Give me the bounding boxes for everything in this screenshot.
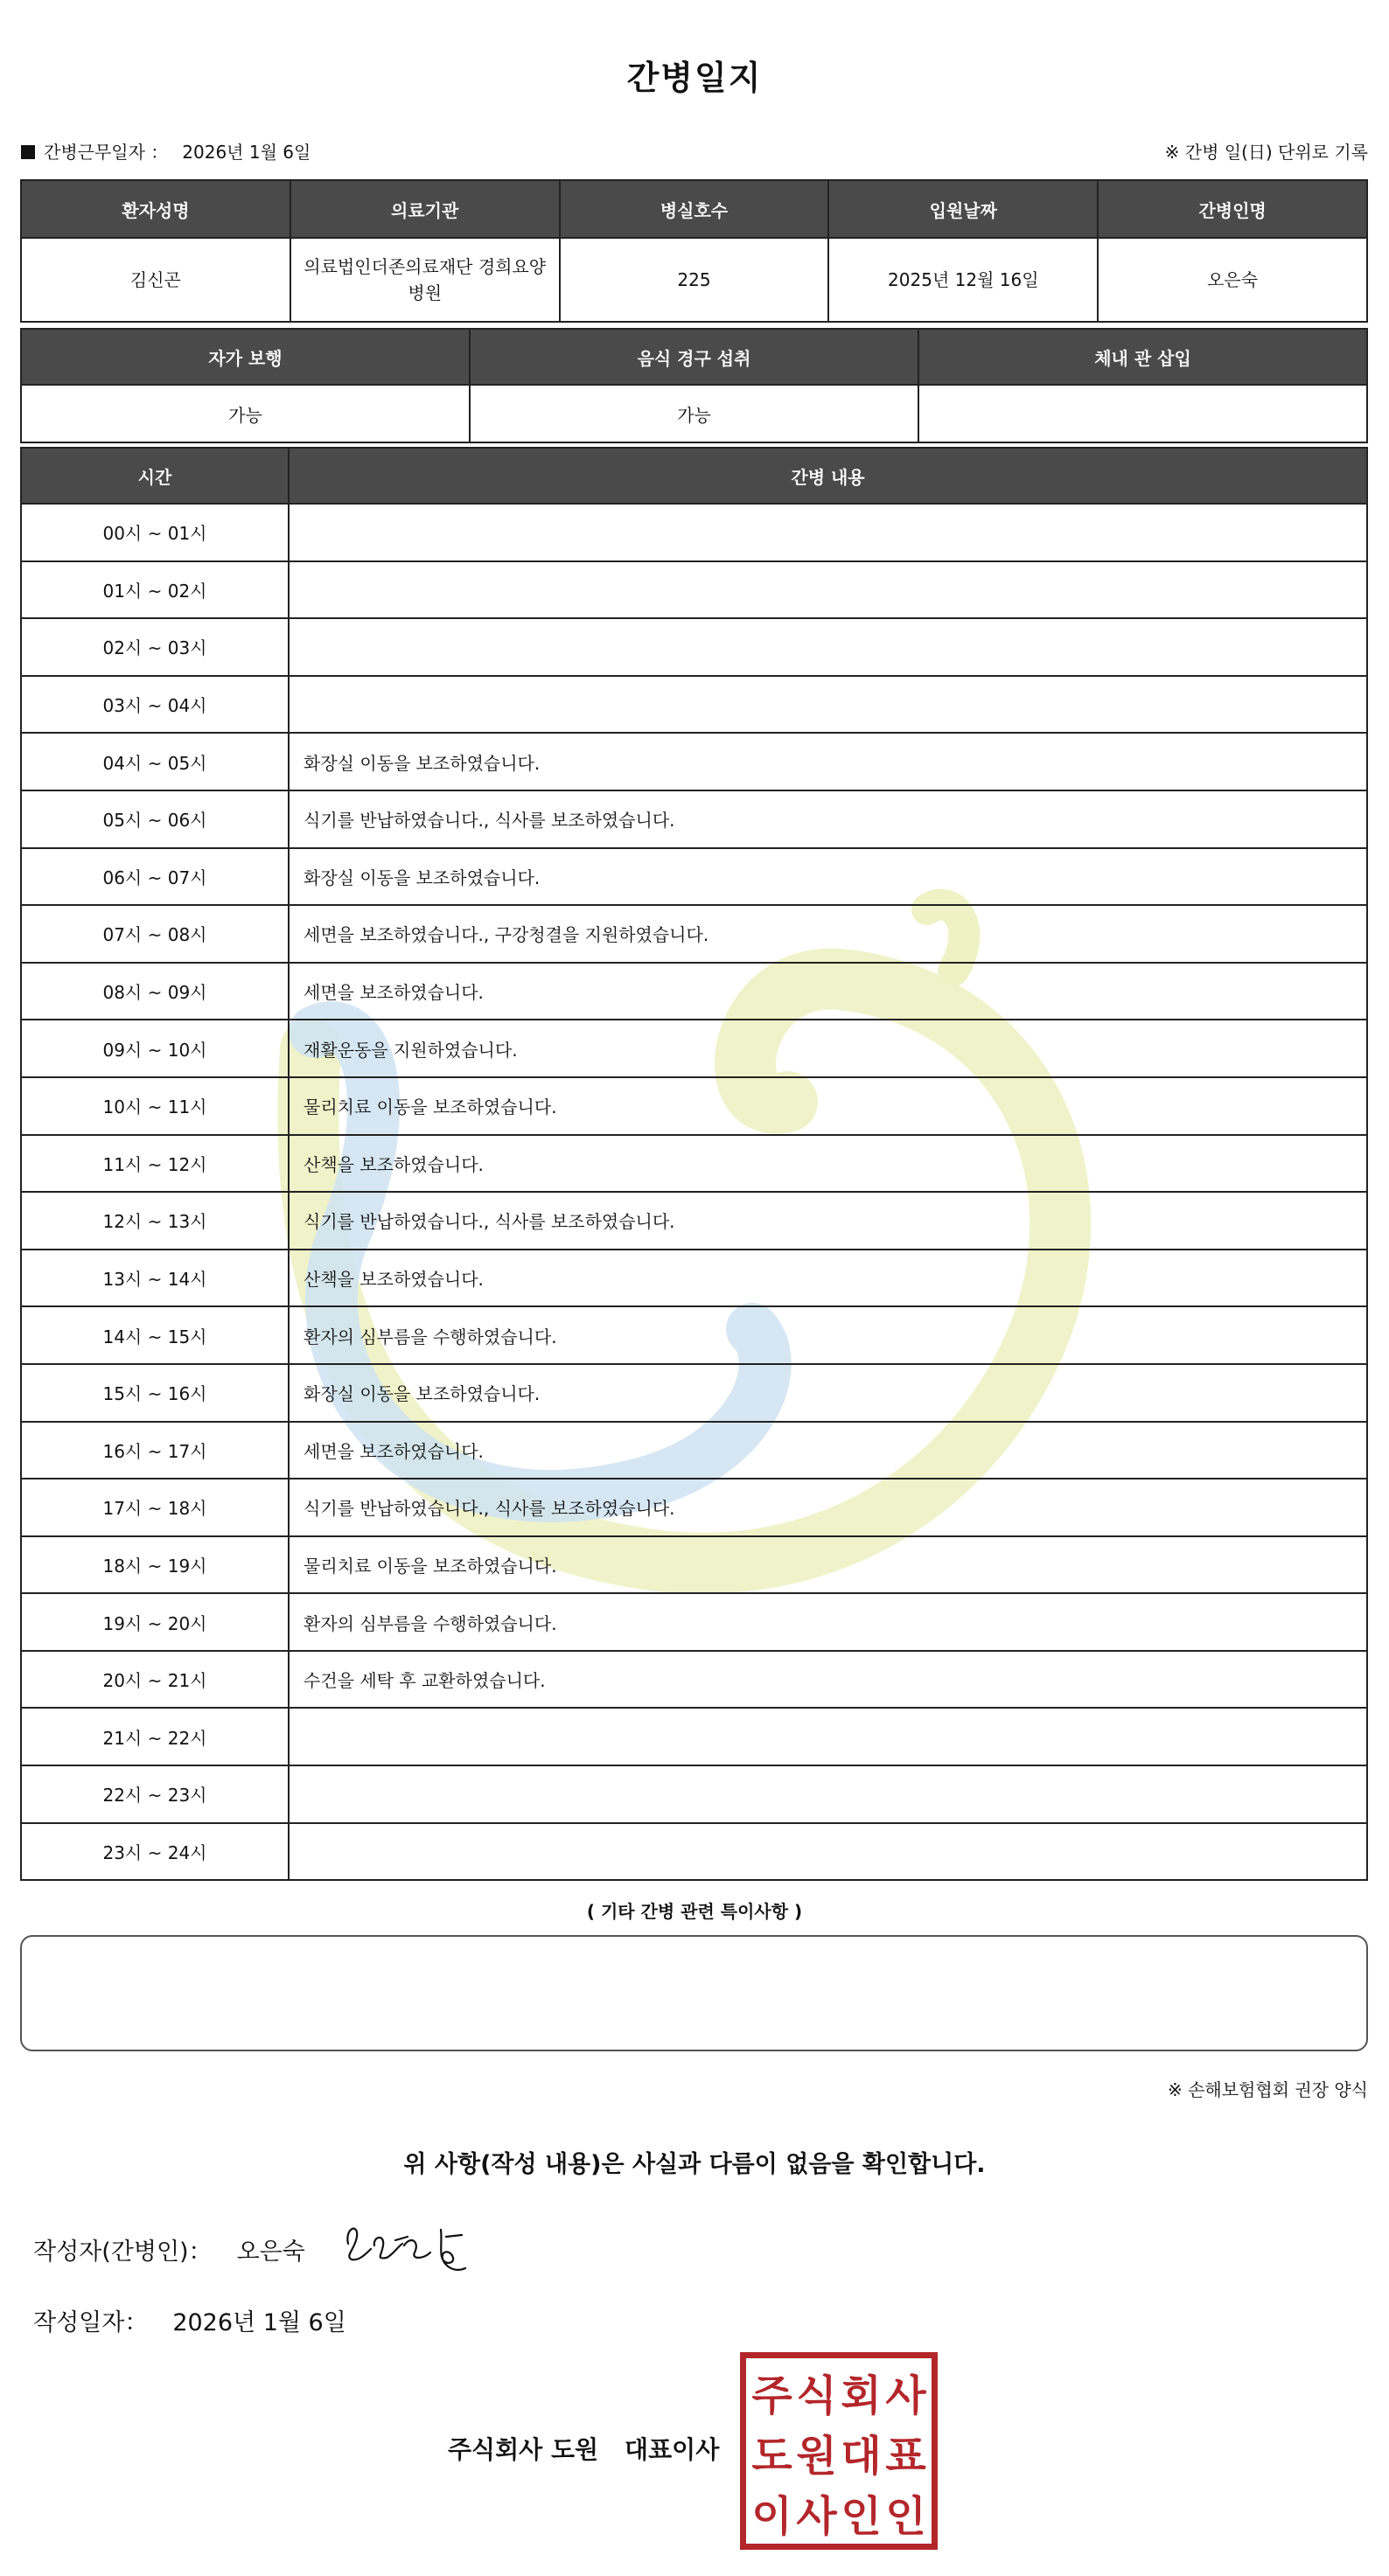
log-row (21, 1708, 1367, 1765)
seal-char: 회 (841, 2371, 882, 2420)
log-content: 물리치료 이동을 보조하였습니다. (289, 1536, 1367, 1594)
seal-char: 사 (796, 2492, 837, 2541)
log-time: 22시 ~ 23시 (21, 1765, 289, 1823)
unit-note: ※ 간병 일(日) 단위로 기록 (1164, 142, 1368, 163)
work-date (21, 138, 311, 164)
log-time: 00시 ~ 01시 (21, 504, 289, 561)
tube-insertion-value (918, 385, 1367, 442)
log-time: 01시 ~ 02시 (21, 561, 289, 619)
log-content (289, 676, 1367, 734)
patient-info-header-row (21, 180, 1367, 238)
log-content (289, 561, 1367, 619)
log-row (21, 905, 1367, 963)
status-header-row (21, 329, 1367, 385)
header-room-number: 병실호수 (560, 180, 829, 238)
patient-name: 김신곤 (21, 238, 290, 322)
log-content: 세면을 보조하였습니다. (289, 1422, 1367, 1479)
oral-intake-value: 가능 (470, 385, 918, 442)
header-institution: 의료기관 (290, 180, 560, 238)
document-title: 간병일지 (626, 59, 763, 97)
patient-status-table (20, 328, 1368, 443)
log-content: 재활운동을 지원하였습니다. (289, 1020, 1367, 1077)
log-row (21, 1364, 1367, 1422)
log-time: 13시 ~ 14시 (21, 1250, 289, 1307)
admission-date: 2025년 12월 16일 (828, 238, 1098, 322)
header-time: 시간 (21, 448, 289, 504)
date-label: 작성일자： (33, 2309, 149, 2336)
log-content: 산책을 보조하였습니다. (289, 1135, 1367, 1193)
header-oral-intake: 음식 경구 섭취 (470, 329, 918, 385)
seal-char: 인 (841, 2492, 882, 2541)
log-content (289, 1823, 1367, 1881)
log-content: 화장실 이동을 보조하였습니다. (289, 1364, 1367, 1422)
writer-name: 오은숙 (236, 2238, 305, 2266)
log-row (21, 1651, 1367, 1709)
header-self-walking: 자가 보행 (21, 329, 470, 385)
log-row (21, 1593, 1367, 1651)
header-tube-insertion: 체내 관 삽입 (918, 329, 1367, 385)
writer-line (33, 2232, 305, 2266)
log-time: 15시 ~ 16시 (21, 1364, 289, 1422)
log-time: 10시 ~ 11시 (21, 1077, 289, 1135)
date-line (33, 2303, 346, 2337)
log-content: 세면을 보조하였습니다. (289, 963, 1367, 1020)
handwritten-signature (339, 2210, 488, 2280)
seal-char: 사 (885, 2371, 926, 2420)
header-caregiver-name: 간병인명 (1098, 180, 1367, 238)
log-row (21, 676, 1367, 734)
log-row (21, 1020, 1367, 1077)
log-time: 18시 ~ 19시 (21, 1536, 289, 1594)
writer-label: 작성자(간병인)： (33, 2238, 213, 2266)
log-time: 23시 ~ 24시 (21, 1823, 289, 1881)
log-content (289, 504, 1367, 561)
log-time: 12시 ~ 13시 (21, 1192, 289, 1250)
log-body (21, 504, 1367, 1880)
date-value: 2026년 1월 6일 (172, 2309, 346, 2336)
log-row (21, 1135, 1367, 1193)
log-content: 세면을 보조하였습니다., 구강청결을 지원하였습니다. (289, 905, 1367, 963)
log-row (21, 1422, 1367, 1479)
hourly-care-log-table (20, 447, 1368, 1881)
log-time: 14시 ~ 15시 (21, 1306, 289, 1364)
work-date-value: 2026년 1월 6일 (182, 142, 311, 163)
log-content (289, 1765, 1367, 1823)
square-bullet-icon (21, 145, 35, 159)
status-value-row (21, 385, 1367, 442)
log-time: 06시 ~ 07시 (21, 848, 289, 906)
company-seal-stamp (740, 2352, 938, 2550)
patient-info-value-row (21, 238, 1367, 322)
log-time: 16시 ~ 17시 (21, 1422, 289, 1479)
seal-char: 도 (751, 2432, 792, 2481)
log-row (21, 1077, 1367, 1135)
room-number: 225 (560, 238, 829, 322)
log-content: 화장실 이동을 보조하였습니다. (289, 733, 1367, 790)
seal-char: 인 (885, 2492, 926, 2541)
notes-title: ( 기타 간병 관련 특이사항 ) (586, 1901, 803, 1922)
log-time: 09시 ~ 10시 (21, 1020, 289, 1077)
log-content: 환자의 심부름을 수행하였습니다. (289, 1306, 1367, 1364)
log-time: 17시 ~ 18시 (21, 1479, 289, 1536)
log-time: 20시 ~ 21시 (21, 1651, 289, 1709)
log-content: 수건을 세탁 후 교환하였습니다. (289, 1651, 1367, 1709)
log-time: 21시 ~ 22시 (21, 1708, 289, 1765)
institution: 의료법인더존의료재단 경희요양병원 (290, 238, 560, 322)
log-row (21, 1765, 1367, 1823)
log-row (21, 848, 1367, 906)
log-header-row (21, 448, 1367, 504)
company-name: 주식회사 도원 (448, 2435, 599, 2464)
log-row (21, 561, 1367, 619)
log-content: 식기를 반납하였습니다., 식사를 보조하였습니다. (289, 790, 1367, 848)
log-row (21, 790, 1367, 848)
company-line (448, 2431, 719, 2466)
log-content: 환자의 심부름을 수행하였습니다. (289, 1593, 1367, 1651)
log-row (21, 1250, 1367, 1307)
log-row (21, 1536, 1367, 1594)
log-content: 물리치료 이동을 보조하였습니다. (289, 1077, 1367, 1135)
log-row (21, 963, 1367, 1020)
header-care-content: 간병 내용 (289, 448, 1367, 504)
log-row (21, 733, 1367, 790)
log-content: 산책을 보조하였습니다. (289, 1250, 1367, 1307)
header-patient-name: 환자성명 (21, 180, 290, 238)
log-row (21, 1479, 1367, 1536)
log-time: 07시 ~ 08시 (21, 905, 289, 963)
log-content: 화장실 이동을 보조하였습니다. (289, 848, 1367, 906)
log-time: 02시 ~ 03시 (21, 618, 289, 676)
log-content: 식기를 반납하였습니다., 식사를 보조하였습니다. (289, 1479, 1367, 1536)
seal-char: 이 (751, 2492, 792, 2541)
log-content (289, 1708, 1367, 1765)
seal-characters (746, 2358, 932, 2544)
log-row (21, 618, 1367, 676)
seal-char: 대 (841, 2432, 882, 2481)
seal-char: 주 (751, 2371, 792, 2420)
log-time: 03시 ~ 04시 (21, 676, 289, 734)
ceo-label: 대표이사 (625, 2435, 720, 2464)
seal-char: 원 (796, 2432, 837, 2481)
notes-box (20, 1935, 1368, 2051)
log-row (21, 504, 1367, 561)
confirmation-statement: 위 사항(작성 내용)은 사실과 다름이 없음을 확인합니다. (403, 2151, 986, 2178)
work-date-label: 간병근무일자 ： (44, 142, 169, 163)
seal-char: 표 (885, 2432, 926, 2481)
header-admission-date: 입원날짜 (828, 180, 1098, 238)
form-note: ※ 손해보험협회 권장 양식 (1167, 2079, 1368, 2100)
log-row (21, 1306, 1367, 1364)
log-time: 05시 ~ 06시 (21, 790, 289, 848)
log-row (21, 1823, 1367, 1881)
caregiver-name: 오은숙 (1098, 238, 1367, 322)
patient-info-table (20, 179, 1368, 323)
log-time: 04시 ~ 05시 (21, 733, 289, 790)
log-time: 19시 ~ 20시 (21, 1593, 289, 1651)
seal-char: 식 (796, 2371, 837, 2420)
log-time: 08시 ~ 09시 (21, 963, 289, 1020)
log-row (21, 1192, 1367, 1250)
log-content (289, 618, 1367, 676)
log-time: 11시 ~ 12시 (21, 1135, 289, 1193)
self-walking-value: 가능 (21, 385, 470, 442)
log-content: 식기를 반납하였습니다., 식사를 보조하였습니다. (289, 1192, 1367, 1250)
